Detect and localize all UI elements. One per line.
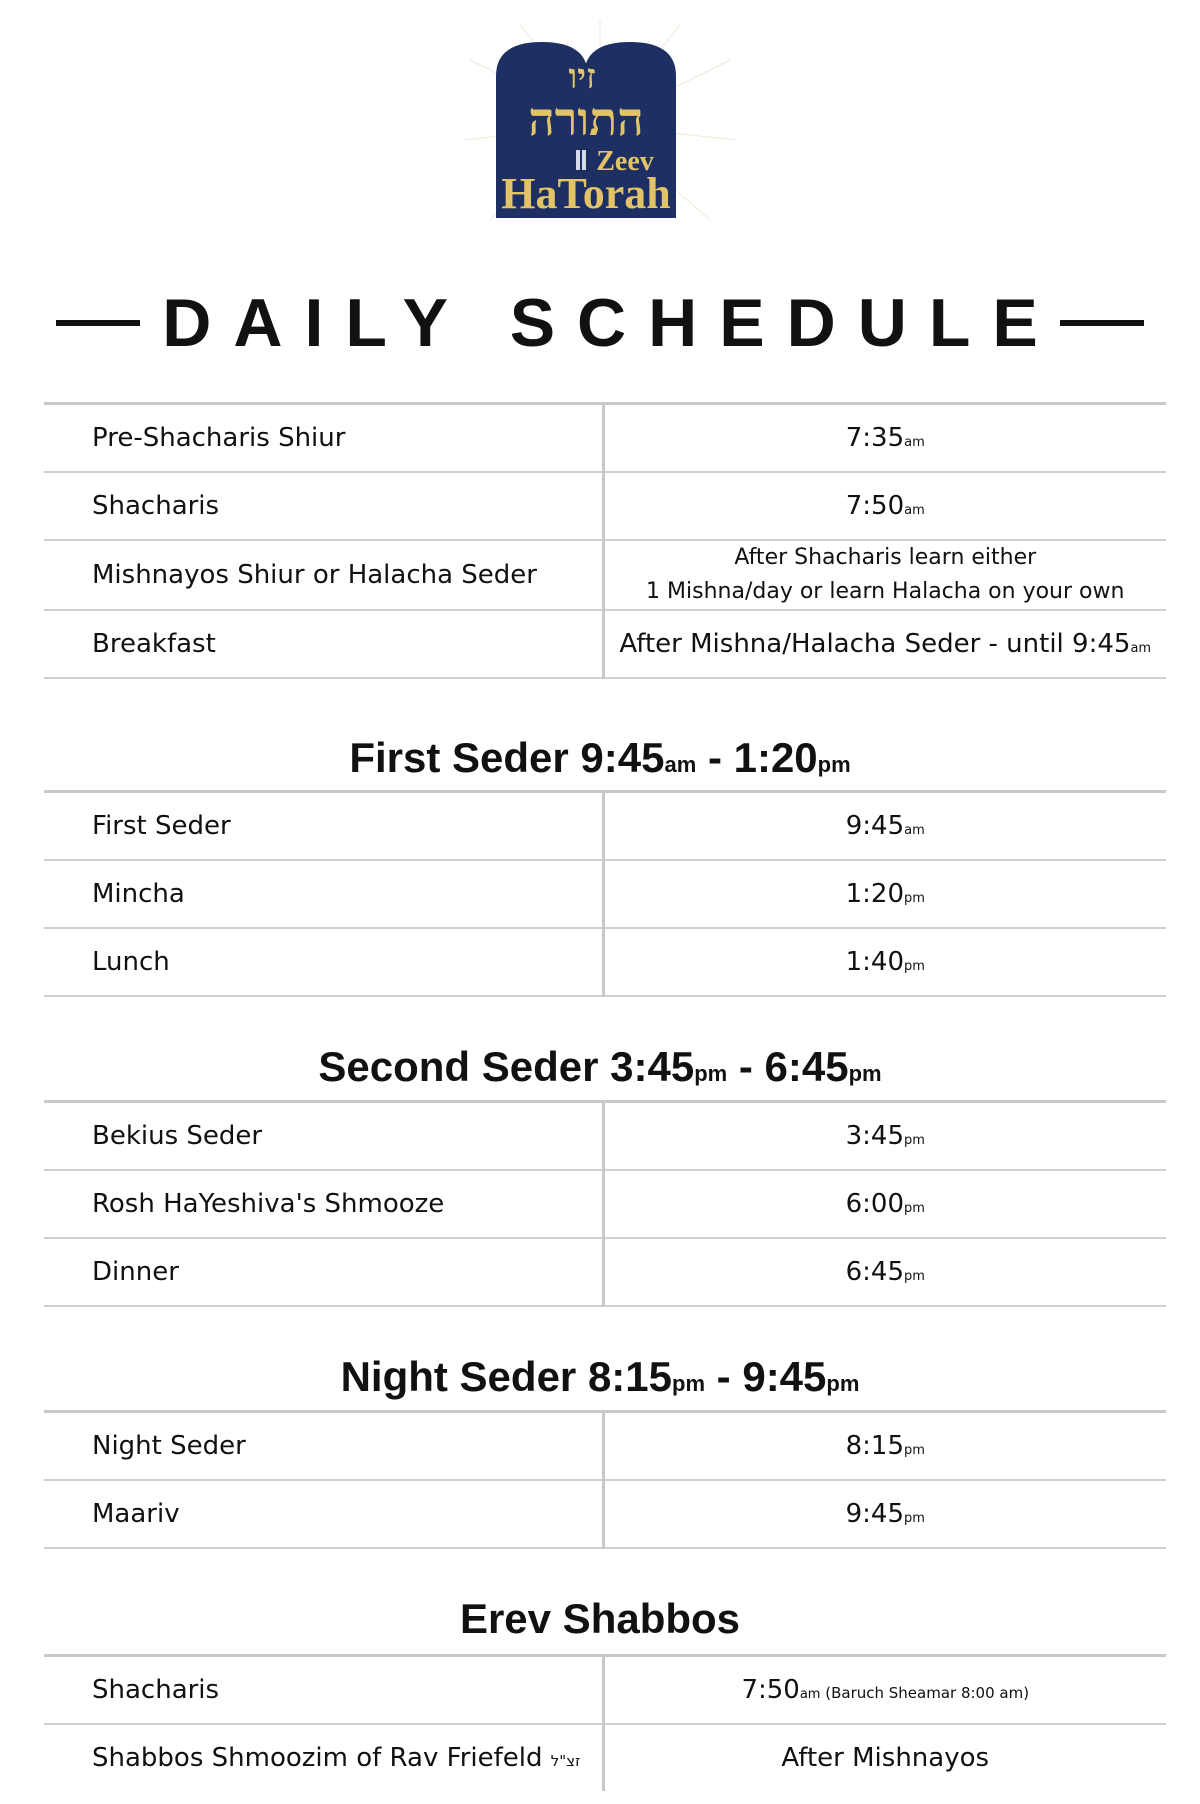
event-name: Dinner [44,1238,603,1306]
table-row [44,610,1166,678]
logo-emblem [460,20,740,230]
night-seder-table [44,1410,1166,1549]
event-time: After Shacharis learn either 1 Mishna/day or learn Halacha on your own [603,540,1166,610]
event-time: 1:20pm [603,860,1166,928]
section-title-first-seder: First Seder 9:45am - 1:20pm [349,734,851,781]
table-row [44,928,1166,996]
logo-english-line1: Zeev [596,146,654,177]
section-title-night-seder: Night Seder 8:15pm - 9:45pm [340,1353,860,1400]
event-time: 9:45am [603,792,1166,861]
event-name: Shacharis [44,472,603,540]
table-row [44,1412,1166,1481]
table-row [44,1238,1166,1306]
table-row [44,472,1166,540]
event-time: 7:50am [603,472,1166,540]
event-name: Pre-Shacharis Shiur [44,404,603,473]
event-name: Mishnayos Shiur or Halacha Seder [44,540,603,610]
event-name: Shacharis [44,1656,603,1725]
table-row [44,1102,1166,1171]
event-time: 3:45pm [603,1102,1166,1171]
section-title-erev-shabbos: Erev Shabbos [459,1595,741,1642]
event-name: Breakfast [44,610,603,678]
event-time: 6:00pm [603,1170,1166,1238]
logo-english-line2: HaTorah [501,169,671,218]
event-name: Lunch [44,928,603,996]
erev-shabbos-table [44,1654,1166,1791]
event-time: 7:35am [603,404,1166,473]
page-title: DAILY SCHEDULE [162,285,1060,361]
heading-right-rule [1060,320,1144,326]
first-seder-table [44,790,1166,997]
event-name: Night Seder [44,1412,603,1481]
table-row [44,404,1166,473]
event-time: After Mishnayos [781,1743,990,1773]
event-name: First Seder [44,792,603,861]
page-heading [0,278,1200,368]
section-title-second-seder: Second Seder 3:45pm - 6:45pm [318,1043,882,1090]
heading-left-rule [56,320,140,326]
event-name: Bekius Seder [44,1102,603,1171]
zeev-hatorah-logo [0,0,1200,230]
table-row [44,1170,1166,1238]
table-row [44,792,1166,861]
table-row [44,1724,1166,1791]
morning-schedule-table [44,402,1166,679]
event-name: Shabbos Shmoozim of Rav Friefeld זצ"ל [44,1724,603,1791]
table-row [44,1480,1166,1548]
event-time: 1:40pm [603,928,1166,996]
event-name: Mincha [44,860,603,928]
event-time: 7:50am (Baruch Sheamar 8:00 am) [603,1656,1166,1725]
table-row [44,860,1166,928]
second-seder-table [44,1100,1166,1307]
event-time: 6:45pm [603,1238,1166,1306]
event-time: 9:45pm [603,1480,1166,1548]
event-time: After Mishna/Halacha Seder - until 9:45am [603,610,1166,678]
table-row [44,540,1166,610]
logo-hebrew-line2: התורה [528,92,644,146]
logo-hebrew-line1: זיו [568,57,596,97]
event-name: Maariv [44,1480,603,1548]
table-row [44,1656,1166,1725]
event-time: 8:15pm [603,1412,1166,1481]
event-name: Rosh HaYeshiva's Shmooze [44,1170,603,1238]
